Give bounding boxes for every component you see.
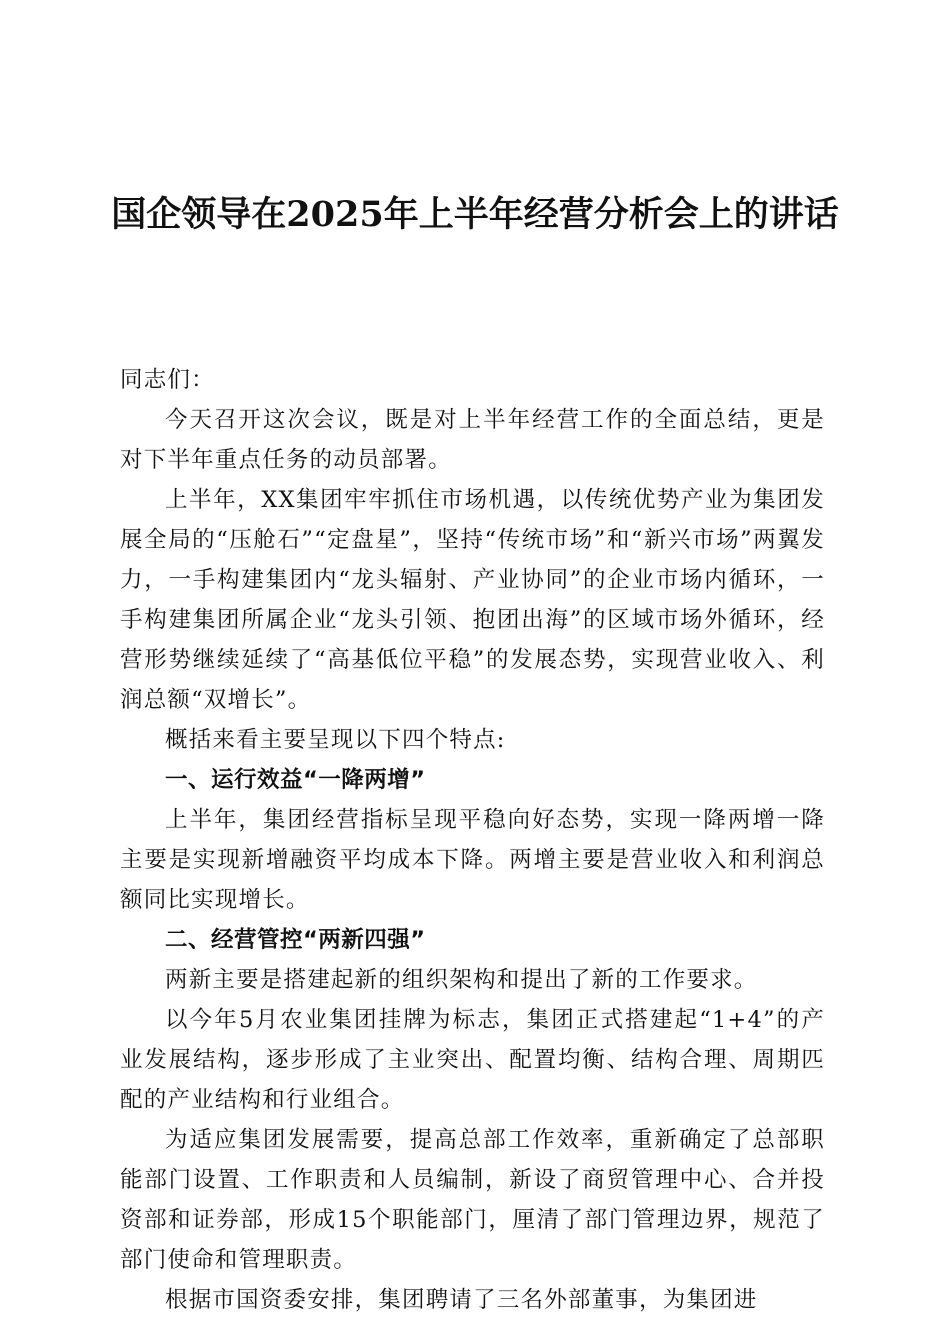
paragraph: 两新主要是搭建起新的组织架构和提出了新的工作要求。 (165, 967, 758, 993)
paragraph: 为适应集团发展需要，提高总部工作效率，重新确定了总部职能部门设置、工作职责和人员编制，新设了商贸管理中心、合并投资部和证券部，形成15个职能部门，厘清了部门管理边界，规范了部门使命和管理职责。 (120, 1127, 825, 1273)
section-heading: 一、运行效益“一降两增” (165, 767, 426, 793)
paragraph: 概括来看主要呈现以下四个特点: (165, 727, 506, 753)
paragraph: 上半年，集团经营指标呈现平稳向好态势，实现一降两增一降主要是实现新增融资平均成本下降。两增主要是营业收入和利润总额同比实现增长。 (120, 807, 825, 913)
paragraph: 以今年5月农业集团挂牌为标志，集团正式搭建起“1+4”的产业发展结构，逐步形成了主业突出、配置均衡、结构合理、周期匹配的产业结构和行业组合。 (120, 1007, 825, 1113)
document-body (120, 360, 825, 1320)
paragraph: 根据市国资委安排，集团聘请了三名外部董事，为集团进 (165, 1287, 758, 1313)
salutation: 同志们： (120, 367, 215, 393)
paragraph: 上半年，XX集团牢牢抓住市场机遇，以传统优势产业为集团发展全局的“压舱石”“定盘星”，坚持“传统市场”和“新兴市场”两翼发力，一手构建集团内“龙头辐射、产业协同”的企业市场内循环，一手构建集团所属企业“龙头引领、抱团出海”的区域市场外循环，经营形势继续延续了“高基低位平稳”的发展态势，实现营业收入、利润总额“双增长”。 (120, 487, 825, 713)
document-title: 国企领导在2025年上半年经营分析会上的讲话 (111, 194, 839, 235)
section-heading: 二、经营管控“两新四强” (165, 927, 426, 953)
paragraph: 今天召开这次会议，既是对上半年经营工作的全面总结，更是对下半年重点任务的动员部署。 (120, 407, 825, 473)
